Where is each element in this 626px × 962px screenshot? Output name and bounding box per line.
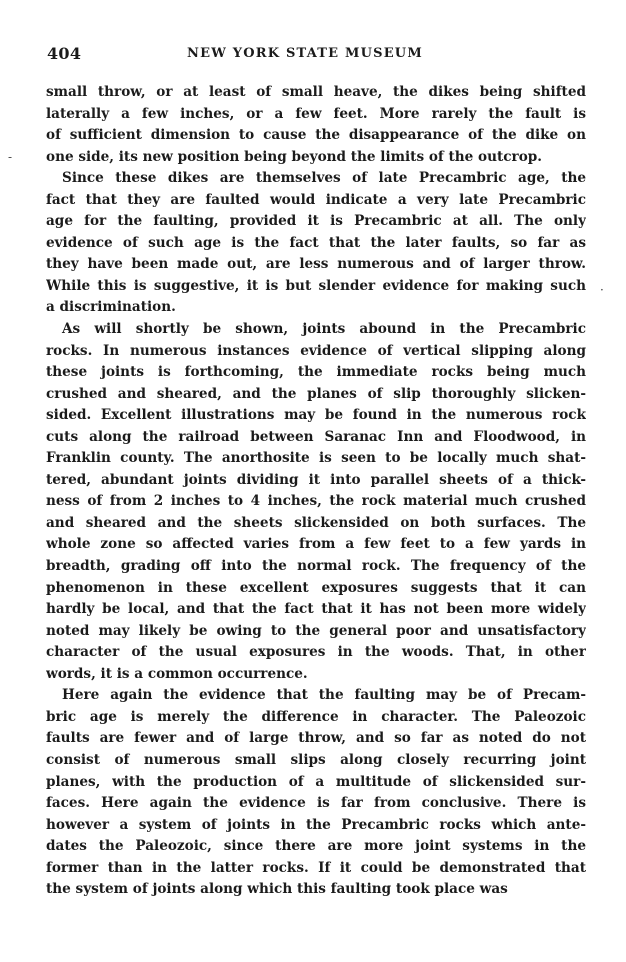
text-line: the system of joints along which this faulting took place was xyxy=(46,881,508,898)
text-line: sided. Excellent illustrations may be found in the numerous rock xyxy=(46,407,586,424)
text-line: Here again the evidence that the faulting may be of Precam- xyxy=(62,687,586,704)
text-line: evidence of such age is the fact that the later faults, so far as xyxy=(46,234,586,251)
text-line: breadth, grading off into the normal rock. The frequency of the xyxy=(46,558,586,575)
text-line: tered, abundant joints dividing it into parallel sheets of a thick- xyxy=(46,471,586,488)
paragraph xyxy=(46,319,586,685)
text-line: hardly be local, and that the fact that it has not been more widely xyxy=(46,601,586,618)
text-line: While this is suggestive, it is but slender evidence for making such xyxy=(46,277,586,294)
text-line: one side, its new position being beyond the limits of the outcrop. xyxy=(46,148,543,165)
body-text xyxy=(46,82,586,901)
text-line: dates the Paleozoic, since there are more joint systems in the xyxy=(46,838,586,855)
page-number: 404 xyxy=(47,44,82,63)
text-line: whole zone so affected varies from a few feet to a few yards in xyxy=(46,536,586,553)
text-line: fact that they are faulted would indicate a very late Precambric xyxy=(46,191,586,208)
margin-mark: · xyxy=(600,283,604,297)
text-line: small throw, or at least of small heave, the dikes being shifted xyxy=(46,84,586,100)
text-line: Since these dikes are themselves of late Precambric age, the xyxy=(62,170,586,187)
text-line: noted may likely be owing to the general poor and unsatisfactory xyxy=(46,622,586,639)
text-line: rocks. In numerous instances evidence of vertical slipping along xyxy=(46,342,586,359)
text-line: faces. Here again the evidence is far from conclusive. There is xyxy=(46,795,586,812)
text-line: ness of from 2 inches to 4 inches, the rock material much crushed xyxy=(46,493,586,510)
text-line: consist of numerous small slips along closely recurring joint xyxy=(46,751,586,768)
text-line: and sheared and the sheets slickensided on both surfaces. The xyxy=(46,514,586,531)
text-line: these joints is forthcoming, the immediate rocks being much xyxy=(46,364,586,381)
text-line: a discrimination. xyxy=(46,299,176,316)
text-line: however a system of joints in the Precambric rocks which ante- xyxy=(46,816,586,833)
page-header xyxy=(47,44,587,66)
margin-mark: - xyxy=(8,150,13,164)
text-line: laterally a few inches, or a few feet. More rarely the fault is xyxy=(46,105,586,122)
text-line: bric age is merely the difference in character. The Paleozoic xyxy=(46,708,586,725)
text-line: age for the faulting, provided it is Precambric at all. The only xyxy=(46,213,586,230)
text-line: former than in the latter rocks. If it could be demonstrated that xyxy=(46,859,586,876)
text-line: character of the usual exposures in the woods. That, in other xyxy=(46,644,586,661)
paragraph xyxy=(46,685,586,900)
running-head: NEW YORK STATE MUSEUM xyxy=(187,46,423,61)
text-line: cuts along the railroad between Saranac Inn and Floodwood, in xyxy=(46,428,586,445)
text-line: As will shortly be shown, joints abound in the Precambric xyxy=(62,321,586,338)
paragraph xyxy=(46,82,586,168)
text-line: words, it is a common occurrence. xyxy=(46,665,308,682)
text-line: of sufficient dimension to cause the disappearance of the dike on xyxy=(46,127,586,144)
text-line: planes, with the production of a multitude of slickensided sur- xyxy=(46,773,586,790)
text-line: they have been made out, are less numerous and of larger throw. xyxy=(46,256,586,273)
text-line: phenomenon in these excellent exposures suggests that it can xyxy=(46,579,586,596)
text-line: crushed and sheared, and the planes of slip thoroughly slicken- xyxy=(46,385,586,402)
text-line: faults are fewer and of large throw, and so far as noted do not xyxy=(46,730,586,747)
paragraph xyxy=(46,168,586,319)
text-line: Franklin county. The anorthosite is seen to be locally much shat- xyxy=(46,450,586,467)
